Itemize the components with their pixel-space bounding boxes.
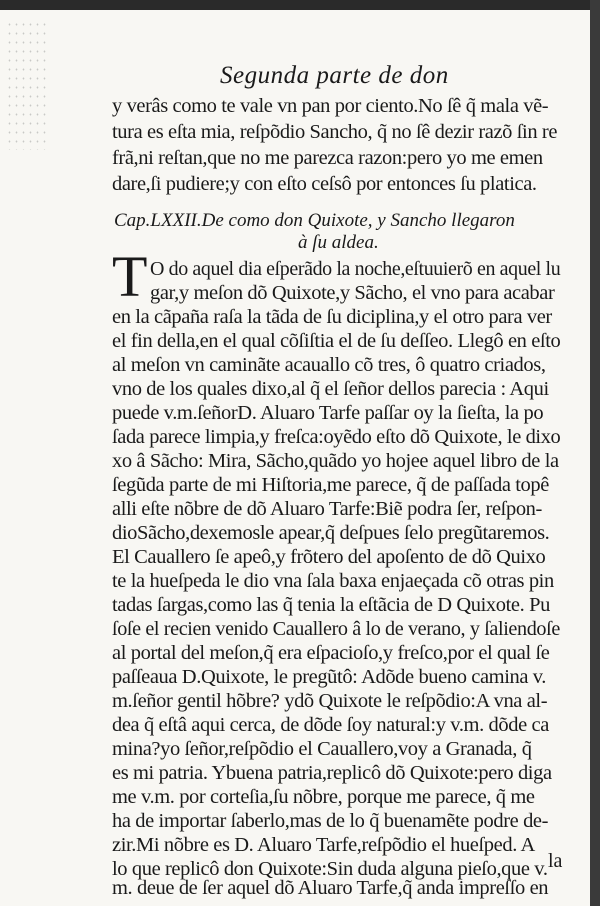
scan-right-edge [590, 0, 600, 906]
text-line: ſoſe el recien venido Cauallero â lo de verano, y ſaliendoſe [112, 618, 560, 640]
catchword: la [548, 850, 563, 872]
text-line: dare,ſi pudiere;y con eſto ceſsô por entonces ſu platica. [112, 173, 537, 195]
text-line: en la cãpaña raſa la tãda de ſu diciplina,y el otro para ver [112, 306, 552, 328]
text-line: y verâs como te vale vn pan por ciento.No ſê q̃ mala vẽ- [112, 95, 549, 117]
text-line: vno de los quales dixo,al q̃ el ſeñor dellos parecia : Aqui [112, 378, 549, 400]
text-line: dioSãcho,dexemosle apear,q̃ deſpues ſelo pregũtaremos. [112, 522, 550, 544]
text-line: puede v.m.ſeñorD. Aluaro Tarfe paſſar oy la ſieſta, la po [112, 402, 544, 424]
text-line: mina?yo ſeñor,reſpõdio el Cauallero,voy a Granada, q̃ [112, 738, 532, 760]
text-line: me v.m. por corteſia,ſu nõbre, porque me parece, q̃ me [112, 786, 535, 808]
text-line: dea q̃ eſtâ aqui cerca, de dõde ſoy natural:y v.m. dõde ca [112, 714, 549, 736]
text-line: m.ſeñor gentil hõbre? ydõ Quixote le reſpõdio:A vna al- [112, 690, 548, 712]
text-line: al portal del meſon,q̃ era eſpacioſo,y freſco,por el qual ſe [112, 642, 550, 664]
text-line: zir.Mi nõbre es D. Aluaro Tarfe,reſpõdio el hueſped. A [112, 834, 535, 856]
text-line: tura es eſta mia, reſpõdio Sancho, q̃ no ſê dezir razõ ſin re [112, 121, 558, 143]
paper-speckle [6, 20, 46, 150]
drop-cap: T [112, 244, 148, 309]
running-head: Segunda parte de don [220, 62, 449, 89]
text-line: es mi patria. Ybuena patria,replicô dõ Quixote:pero diga [112, 762, 552, 784]
text-line: xo â Sãcho: Mira, Sãcho,quãdo yo hojee aquel libro de la [112, 450, 559, 472]
text-line: tadas ſargas,como las q̃ tenia la eſtãcia de D Quixote. Pu [112, 594, 550, 616]
text-line: m. deue de ſer aquel dõ Aluaro Tarfe,q̃ anda impreſſo en [112, 877, 549, 899]
text-line: paſſeaua D.Quixote, le pregũtô: Adõde bueno camina v. [112, 666, 547, 688]
chapter-heading-line: Cap.LXXII.De como don Quixote, y Sancho llegaron [114, 210, 515, 231]
text-line: frã,ni reſtan,que no me parezca razon:pero yo me emen [112, 147, 543, 169]
text-line: ſada parece limpia,y freſca:oyẽdo eſto dõ Quixote, le dixo [112, 426, 561, 448]
text-line: alli eſte nõbre de dõ Aluaro Tarfe:Biẽ podra ſer, reſpon- [112, 498, 542, 520]
text-line: ha de importar ſaberlo,mas de lo q̃ buenamẽte podre de- [112, 810, 549, 832]
text-line: O do aquel dia eſperãdo la noche,eſtuuierõ en aquel lu [150, 258, 561, 280]
text-line: ſegũda parte de mi Hiſtoria,me parece, q̃ de paſſada topê [112, 474, 549, 496]
text-line: El Cauallero ſe apeô,y frõtero del apoſento de dõ Quixo [112, 546, 546, 568]
text-line: gar,y meſon dõ Quixote,y Sãcho, el vno para acabar [150, 282, 555, 304]
chapter-heading-line: à ſu aldea. [298, 232, 379, 253]
text-line: te la hueſpeda le dio vna ſala baxa enjaeçada cõ otras pin [112, 570, 554, 592]
text-line: al meſon vn caminãte acauallo cõ tres, ô quatro criados, [112, 354, 546, 376]
text-line: lo que replicô don Quixote:Sin duda alguna pieſo,que v. [112, 858, 548, 880]
text-line: el fin della,en el qual cõſiſtia el de ſu deſſeo. Llegô en eſto [112, 330, 561, 352]
scan-top-edge [0, 0, 600, 10]
